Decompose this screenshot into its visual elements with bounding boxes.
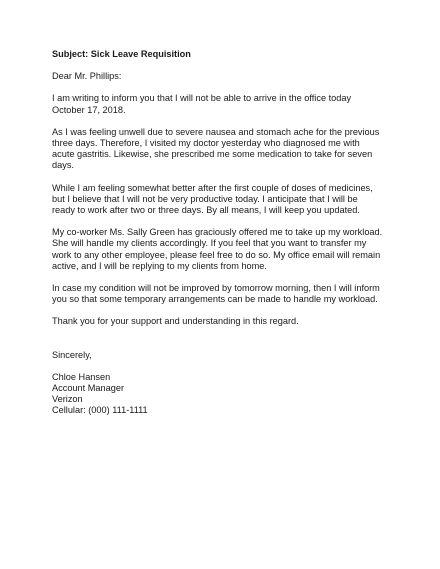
paragraph-line: October 17, 2018. xyxy=(52,104,126,115)
paragraph-workload-coverage xyxy=(52,227,392,272)
paragraph-line: acute gastritis. Likewise, she prescribed me some medication to take for seven xyxy=(52,149,373,160)
paragraph-absence-notice xyxy=(52,93,392,115)
signature-name: Chloe Hansen xyxy=(52,371,111,382)
paragraph-line: My co-worker Ms. Sally Green has graciously offered me to take up my workload. xyxy=(52,227,383,238)
signature-company: Verizon xyxy=(52,394,83,405)
paragraph-line: I am writing to inform you that I will not be able to arrive in the office today xyxy=(52,93,352,104)
paragraph-line: ready to work after two or three days. By all means, I will keep you updated. xyxy=(52,205,360,216)
paragraph-line: Thank you for your support and understanding in this regard. xyxy=(52,316,299,327)
paragraph-line: work to any other employee, please feel free to do so. My office email will remain xyxy=(52,249,381,260)
paragraph-line: While I am feeling somewhat better after the first couple of doses of medicines, xyxy=(52,182,373,193)
paragraph-line: active, and I will be replying to my clients from home. xyxy=(52,260,267,271)
paragraph-contingency xyxy=(52,283,392,305)
letter-closing: Sincerely, xyxy=(52,349,92,360)
paragraph-thanks xyxy=(52,316,392,327)
signature-block xyxy=(52,372,392,417)
paragraph-illness-details xyxy=(52,127,392,172)
letter-page xyxy=(52,49,392,417)
paragraph-line: but I believe that I will not be very productive today. I anticipate that I will be xyxy=(52,193,358,204)
letter-salutation: Dear Mr. Phillips: xyxy=(52,71,122,82)
signature-phone: Cellular: (000) 111-1111 xyxy=(52,405,148,416)
paragraph-line: days. xyxy=(52,160,74,171)
paragraph-line: three days. Therefore, I visited my doctor yesterday who diagnosed me with xyxy=(52,138,360,149)
paragraph-line: She will handle my clients accordingly. If you feel that you want to transfer my xyxy=(52,238,367,249)
paragraph-line: As I was feeling unwell due to severe nausea and stomach ache for the previous xyxy=(52,126,380,137)
paragraph-line: In case my condition will not be improved by tomorrow morning, then I will inform xyxy=(52,283,380,294)
paragraph-return-estimate xyxy=(52,183,392,217)
paragraph-line: you so that some temporary arrangements can be made to handle my workload. xyxy=(52,294,378,305)
letter-subject: Subject: Sick Leave Requisition xyxy=(52,49,191,59)
signature-title: Account Manager xyxy=(52,383,125,394)
